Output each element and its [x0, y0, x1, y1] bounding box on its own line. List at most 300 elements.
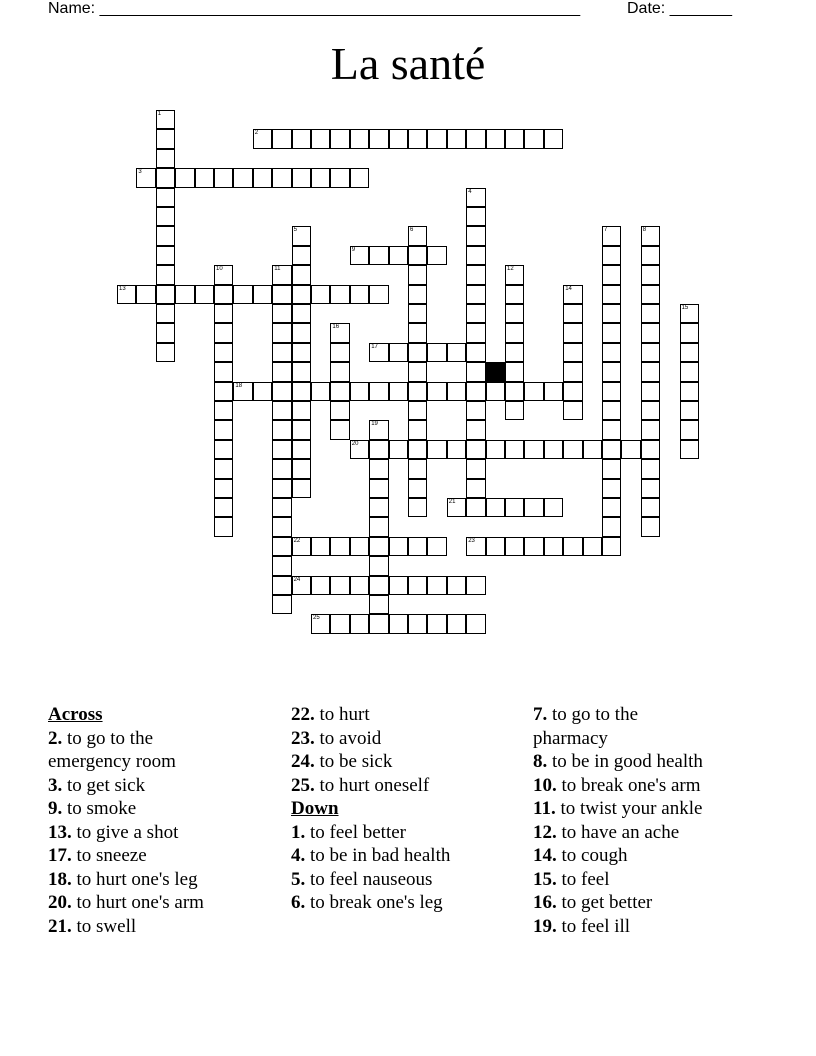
crossword-cell[interactable] [195, 285, 214, 304]
crossword-cell[interactable] [680, 382, 699, 401]
crossword-cell[interactable] [466, 498, 485, 517]
crossword-cell[interactable] [369, 556, 388, 575]
crossword-cell[interactable] [214, 168, 233, 187]
crossword-cell[interactable] [602, 537, 621, 556]
crossword-cell[interactable] [427, 343, 446, 362]
crossword-cell[interactable] [214, 343, 233, 362]
crossword-cell[interactable] [466, 537, 485, 556]
crossword-cell[interactable] [214, 265, 233, 284]
crossword-cell[interactable] [311, 382, 330, 401]
crossword-cell[interactable] [350, 440, 369, 459]
crossword-cell[interactable] [272, 129, 291, 148]
crossword-cell[interactable] [641, 362, 660, 381]
crossword-cell[interactable] [641, 440, 660, 459]
crossword-cell[interactable] [156, 246, 175, 265]
crossword-cell[interactable] [466, 576, 485, 595]
crossword-cell[interactable] [136, 285, 155, 304]
crossword-cell[interactable] [524, 440, 543, 459]
crossword-cell[interactable] [505, 382, 524, 401]
crossword-cell[interactable] [272, 168, 291, 187]
crossword-cell[interactable] [602, 362, 621, 381]
crossword-cell[interactable] [680, 323, 699, 342]
crossword-cell[interactable] [330, 576, 349, 595]
crossword-cell[interactable] [602, 498, 621, 517]
crossword-cell[interactable] [602, 440, 621, 459]
clue-column-3 [533, 703, 703, 938]
crossword-cell[interactable] [389, 440, 408, 459]
crossword-cell[interactable] [408, 498, 427, 517]
crossword-cell[interactable] [233, 168, 252, 187]
crossword-cell[interactable] [175, 285, 194, 304]
crossword-cell[interactable] [272, 343, 291, 362]
date-field-label: Date: _______ [627, 0, 732, 17]
crossword-cell[interactable] [544, 440, 563, 459]
crossword-cell[interactable] [641, 459, 660, 478]
crossword-cell[interactable] [641, 304, 660, 323]
crossword-cell[interactable] [253, 168, 272, 187]
crossword-cell[interactable] [350, 382, 369, 401]
crossword-cell[interactable] [156, 343, 175, 362]
crossword-cell[interactable] [524, 537, 543, 556]
clue-item [291, 750, 450, 774]
crossword-cell[interactable] [389, 614, 408, 633]
crossword-cell[interactable] [214, 401, 233, 420]
crossword-cell[interactable] [389, 576, 408, 595]
crossword-cell[interactable] [602, 382, 621, 401]
crossword-cell[interactable] [466, 420, 485, 439]
crossword-cell[interactable] [583, 440, 602, 459]
crossword-cell[interactable] [214, 498, 233, 517]
crossword-cell[interactable] [292, 576, 311, 595]
crossword-cell[interactable] [641, 323, 660, 342]
crossword-cell[interactable] [466, 614, 485, 633]
crossword-cell[interactable] [292, 265, 311, 284]
crossword-cell[interactable] [621, 440, 640, 459]
crossword-cell[interactable] [311, 614, 330, 633]
clue-number: 24 [293, 576, 301, 583]
crossword-cell[interactable] [389, 246, 408, 265]
name-field-label: Name: ______________________________________________________ [48, 0, 581, 17]
crossword-cell[interactable] [505, 129, 524, 148]
crossword-cell[interactable] [447, 129, 466, 148]
crossword-cell[interactable] [466, 440, 485, 459]
crossword-cell[interactable] [524, 498, 543, 517]
crossword-cell[interactable] [427, 129, 446, 148]
crossword-cell[interactable] [447, 576, 466, 595]
crossword-cell[interactable] [214, 382, 233, 401]
crossword-cell[interactable] [466, 285, 485, 304]
crossword-cell[interactable] [389, 537, 408, 556]
crossword-cell[interactable] [544, 537, 563, 556]
crossword-cell[interactable] [311, 129, 330, 148]
crossword-cell[interactable] [156, 149, 175, 168]
crossword-cell[interactable] [369, 343, 388, 362]
crossword-cell[interactable] [466, 362, 485, 381]
crossword-cell[interactable] [292, 168, 311, 187]
crossword-cell[interactable] [292, 401, 311, 420]
clue-number: 14 [565, 285, 572, 292]
crossword-cell[interactable] [136, 168, 155, 187]
crossword-cell[interactable] [563, 343, 582, 362]
clue-text: to have an ache [556, 821, 680, 843]
crossword-cell[interactable] [505, 401, 524, 420]
crossword-cell[interactable] [408, 614, 427, 633]
crossword-cell[interactable] [350, 614, 369, 633]
crossword-cell[interactable] [408, 323, 427, 342]
crossword-cell[interactable] [292, 420, 311, 439]
crossword-cell[interactable] [641, 343, 660, 362]
crossword-cell[interactable] [466, 226, 485, 245]
crossword-cell[interactable] [369, 517, 388, 536]
crossword-cell[interactable] [544, 382, 563, 401]
crossword-cell[interactable] [408, 479, 427, 498]
crossword-cell[interactable] [369, 537, 388, 556]
crossword-cell[interactable] [427, 440, 446, 459]
crossword-cell[interactable] [641, 265, 660, 284]
crossword-cell[interactable] [563, 362, 582, 381]
crossword-cell[interactable] [272, 382, 291, 401]
crossword-cell[interactable] [641, 382, 660, 401]
crossword-cell[interactable] [272, 479, 291, 498]
crossword-cell[interactable] [583, 537, 602, 556]
crossword-cell[interactable] [369, 420, 388, 439]
crossword-cell[interactable] [156, 226, 175, 245]
crossword-cell[interactable] [330, 382, 349, 401]
crossword-cell[interactable] [602, 479, 621, 498]
crossword-cell[interactable] [272, 420, 291, 439]
crossword-cell[interactable] [563, 304, 582, 323]
crossword-cell[interactable] [505, 498, 524, 517]
crossword-cell[interactable] [292, 459, 311, 478]
crossword-cell[interactable] [680, 440, 699, 459]
clue-number: 21 [448, 499, 456, 505]
crossword-cell[interactable] [272, 304, 291, 323]
crossword-cell[interactable] [408, 265, 427, 284]
crossword-cell[interactable] [505, 265, 524, 284]
crossword-cell[interactable] [311, 168, 330, 187]
crossword-cell[interactable] [233, 285, 252, 304]
crossword-cell[interactable] [466, 129, 485, 148]
crossword-cell[interactable] [214, 285, 233, 304]
crossword-cell[interactable] [272, 401, 291, 420]
crossword-cell[interactable] [486, 129, 505, 148]
section-heading: Down [291, 798, 339, 819]
crossword-cell[interactable] [389, 382, 408, 401]
crossword-cell[interactable] [272, 576, 291, 595]
crossword-cell[interactable] [175, 168, 194, 187]
crossword-cell[interactable] [330, 401, 349, 420]
crossword-cell[interactable] [563, 401, 582, 420]
crossword-cell[interactable] [214, 362, 233, 381]
crossword-cell[interactable] [563, 382, 582, 401]
crossword-cell[interactable] [350, 168, 369, 187]
crossword-cell[interactable] [466, 207, 485, 226]
clue-number-label: 25. [291, 774, 315, 796]
crossword-cell[interactable] [486, 498, 505, 517]
crossword-cell[interactable] [272, 440, 291, 459]
crossword-cell[interactable] [330, 129, 349, 148]
crossword-cell[interactable] [563, 537, 582, 556]
crossword-cell[interactable] [408, 459, 427, 478]
crossword-cell[interactable] [214, 323, 233, 342]
crossword-cell[interactable] [602, 285, 621, 304]
crossword-cell[interactable] [369, 246, 388, 265]
clue-number: 7 [604, 227, 608, 234]
clue-item [291, 821, 450, 845]
crossword-cell[interactable] [466, 265, 485, 284]
crossword-cell[interactable] [292, 362, 311, 381]
crossword-cell[interactable] [408, 537, 427, 556]
crossword-cell[interactable] [253, 129, 272, 148]
crossword-cell[interactable] [408, 304, 427, 323]
crossword-cell[interactable] [272, 459, 291, 478]
crossword-cell[interactable] [369, 498, 388, 517]
crossword-cell[interactable] [292, 382, 311, 401]
crossword-cell[interactable] [350, 129, 369, 148]
crossword-cell[interactable] [602, 401, 621, 420]
clue-item [48, 891, 204, 915]
crossword-cell[interactable] [408, 246, 427, 265]
crossword-cell[interactable] [427, 382, 446, 401]
clue-number-label: 1. [291, 821, 306, 843]
crossword-cell[interactable] [680, 343, 699, 362]
clue-item [291, 727, 450, 751]
crossword-cell[interactable] [641, 246, 660, 265]
clue-number: 18 [235, 382, 243, 389]
crossword-cell[interactable] [272, 323, 291, 342]
crossword-cell[interactable] [641, 517, 660, 536]
crossword-cell[interactable] [602, 246, 621, 265]
crossword-cell[interactable] [214, 479, 233, 498]
crossword-cell[interactable] [447, 440, 466, 459]
crossword-cell[interactable] [330, 362, 349, 381]
crossword-cell[interactable] [369, 129, 388, 148]
crossword-cell[interactable] [524, 382, 543, 401]
crossword-cell[interactable] [330, 285, 349, 304]
crossword-cell[interactable] [563, 285, 582, 304]
crossword-cell[interactable] [389, 129, 408, 148]
clue-item [48, 727, 204, 751]
crossword-cell[interactable] [330, 614, 349, 633]
crossword-cell[interactable] [505, 343, 524, 362]
clue-item [48, 821, 204, 845]
crossword-cell[interactable] [350, 576, 369, 595]
crossword-cell[interactable] [466, 479, 485, 498]
crossword-cell[interactable] [408, 401, 427, 420]
crossword-cell[interactable] [505, 362, 524, 381]
crossword-cell[interactable] [427, 576, 446, 595]
clue-continuation: pharmacy [533, 727, 608, 749]
crossword-cell[interactable] [233, 382, 252, 401]
crossword-cell[interactable] [253, 382, 272, 401]
crossword-cell[interactable] [602, 420, 621, 439]
crossword-cell[interactable] [369, 459, 388, 478]
crossword-cell[interactable] [156, 265, 175, 284]
crossword-cell[interactable] [427, 614, 446, 633]
crossword-cell[interactable] [350, 537, 369, 556]
crossword-cell[interactable] [350, 246, 369, 265]
crossword-cell[interactable] [369, 479, 388, 498]
clue-item [533, 821, 703, 845]
crossword-cell[interactable] [505, 304, 524, 323]
crossword-cell[interactable] [214, 459, 233, 478]
crossword-cell[interactable] [641, 226, 660, 245]
crossword-cell[interactable] [292, 343, 311, 362]
crossword-cell[interactable] [602, 343, 621, 362]
crossword-cell[interactable] [408, 420, 427, 439]
crossword-cell[interactable] [156, 207, 175, 226]
crossword-cell[interactable] [563, 323, 582, 342]
crossword-cell[interactable] [156, 323, 175, 342]
crossword-cell[interactable] [214, 420, 233, 439]
crossword-cell[interactable] [466, 188, 485, 207]
crossword-cell[interactable] [466, 459, 485, 478]
crossword-cell[interactable] [156, 129, 175, 148]
crossword-cell[interactable] [466, 382, 485, 401]
crossword-cell[interactable] [680, 420, 699, 439]
crossword-cell[interactable] [680, 362, 699, 381]
crossword-cell[interactable] [330, 537, 349, 556]
crossword-cell[interactable] [466, 304, 485, 323]
clue-item [291, 774, 450, 798]
crossword-cell[interactable] [272, 556, 291, 575]
crossword-cell[interactable] [486, 537, 505, 556]
crossword-cell[interactable] [641, 420, 660, 439]
clue-text: to give a shot [71, 821, 179, 843]
crossword-cell[interactable] [330, 420, 349, 439]
crossword-cell[interactable] [330, 343, 349, 362]
clue-item [48, 797, 204, 821]
crossword-cell[interactable] [292, 129, 311, 148]
crossword-cell[interactable] [272, 285, 291, 304]
crossword-cell[interactable] [447, 343, 466, 362]
crossword-cell[interactable] [369, 614, 388, 633]
crossword-cell[interactable] [195, 168, 214, 187]
crossword-cell[interactable] [292, 537, 311, 556]
crossword-cell[interactable] [330, 168, 349, 187]
crossword-cell[interactable] [272, 537, 291, 556]
crossword-cell[interactable] [272, 265, 291, 284]
crossword-cell[interactable] [680, 401, 699, 420]
crossword-cell[interactable] [272, 498, 291, 517]
crossword-cell[interactable] [214, 440, 233, 459]
crossword-cell[interactable] [447, 614, 466, 633]
crossword-cell[interactable] [602, 304, 621, 323]
crossword-cell[interactable] [466, 401, 485, 420]
crossword-cell[interactable] [641, 285, 660, 304]
crossword-cell[interactable] [292, 304, 311, 323]
crossword-cell[interactable] [408, 382, 427, 401]
clue-text: to feel nauseous [305, 868, 433, 890]
crossword-cell[interactable] [156, 168, 175, 187]
crossword-cell[interactable] [156, 110, 175, 129]
crossword-cell[interactable] [505, 323, 524, 342]
crossword-cell[interactable] [292, 226, 311, 245]
crossword-cell[interactable] [447, 498, 466, 517]
crossword-cell[interactable] [505, 285, 524, 304]
crossword-cell[interactable] [466, 343, 485, 362]
crossword-cell[interactable] [602, 226, 621, 245]
clue-number-label: 14. [533, 845, 557, 866]
clue-number-label: 17. [48, 845, 72, 866]
crossword-cell[interactable] [214, 517, 233, 536]
crossword-cell[interactable] [427, 537, 446, 556]
crossword-cell[interactable] [408, 285, 427, 304]
crossword-cell[interactable] [447, 382, 466, 401]
crossword-cell[interactable] [311, 576, 330, 595]
crossword-cell[interactable] [156, 188, 175, 207]
crossword-cell[interactable] [505, 440, 524, 459]
clue-text: to break one's leg [305, 892, 443, 913]
crossword-cell[interactable] [311, 537, 330, 556]
crossword-cell[interactable] [641, 479, 660, 498]
crossword-cell[interactable] [156, 304, 175, 323]
clue-item [533, 797, 703, 821]
crossword-cell[interactable] [156, 285, 175, 304]
crossword-cell[interactable] [272, 595, 291, 614]
crossword-cell[interactable] [292, 246, 311, 265]
crossword-cell[interactable] [253, 285, 272, 304]
crossword-cell[interactable] [602, 517, 621, 536]
crossword-cell[interactable] [466, 246, 485, 265]
clue-text: to smoke [62, 798, 137, 819]
crossword-cell[interactable] [408, 440, 427, 459]
crossword-cell[interactable] [641, 498, 660, 517]
crossword-cell[interactable] [544, 498, 563, 517]
crossword-cell[interactable] [486, 382, 505, 401]
crossword-cell[interactable] [389, 343, 408, 362]
crossword-cell[interactable] [602, 459, 621, 478]
crossword-cell[interactable] [292, 285, 311, 304]
crossword-cell[interactable] [408, 226, 427, 245]
crossword-cell[interactable] [544, 129, 563, 148]
crossword-cell[interactable] [311, 285, 330, 304]
crossword-cell[interactable] [292, 440, 311, 459]
clue-number: 1 [157, 111, 162, 117]
crossword-cell[interactable] [350, 285, 369, 304]
crossword-cell[interactable] [369, 440, 388, 459]
crossword-cell[interactable] [466, 323, 485, 342]
crossword-cell[interactable] [602, 265, 621, 284]
crossword-cell[interactable] [369, 576, 388, 595]
clue-item [48, 774, 204, 798]
crossword-cell[interactable] [524, 129, 543, 148]
crossword-cell[interactable] [602, 323, 621, 342]
crossword-cell[interactable] [427, 246, 446, 265]
crossword-cell[interactable] [486, 440, 505, 459]
crossword-cell[interactable] [408, 129, 427, 148]
crossword-cell[interactable] [272, 362, 291, 381]
crossword-cell[interactable] [214, 304, 233, 323]
crossword-cell[interactable] [563, 440, 582, 459]
crossword-cell[interactable] [408, 343, 427, 362]
crossword-cell[interactable] [408, 576, 427, 595]
crossword-cell[interactable] [505, 537, 524, 556]
crossword-cell[interactable] [680, 304, 699, 323]
crossword-cell[interactable] [369, 285, 388, 304]
crossword-cell[interactable] [369, 382, 388, 401]
crossword-cell[interactable] [272, 517, 291, 536]
clue-item [533, 703, 703, 727]
crossword-cell[interactable] [292, 479, 311, 498]
crossword-cell[interactable] [369, 595, 388, 614]
crossword-cell[interactable] [117, 285, 136, 304]
crossword-cell[interactable] [292, 323, 311, 342]
crossword-cell[interactable] [408, 362, 427, 381]
crossword-cell[interactable] [330, 323, 349, 342]
crossword-cell[interactable] [641, 401, 660, 420]
clue-number-label: 11. [533, 798, 556, 819]
